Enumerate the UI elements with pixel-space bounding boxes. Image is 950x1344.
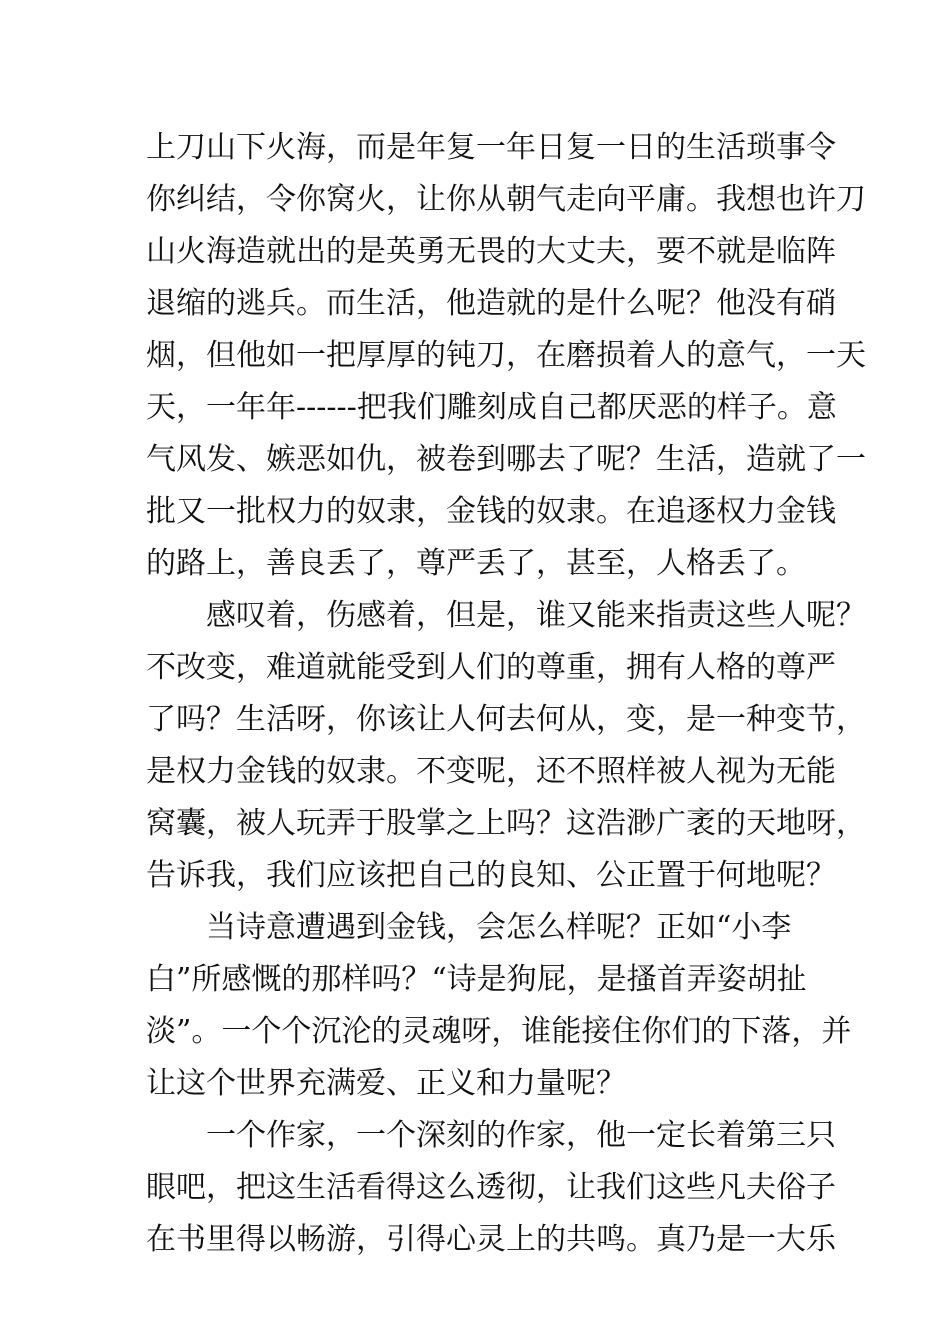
paragraph-start-line: 当诗意遭遇到金钱，会怎么样呢？正如“小李 [206,910,792,945]
text-line: 天，一年年------把我们雕刻成自己都厌恶的样子。意 [146,390,837,425]
text-line: 淡”。一个个沉沦的灵魂呀，谁能接住你们的下落，并 [146,1014,852,1049]
text-line: 告诉我，我们应该把自己的良知、公正置于何地呢？ [146,858,836,893]
text-line: 烟，但他如一把厚厚的钝刀，在磨损着人的意气，一天 [146,338,866,373]
text-line: 退缩的逃兵。而生活，他造就的是什么呢？他没有硝 [146,286,836,321]
text-line: 不改变，难道就能受到人们的尊重，拥有人格的尊严 [146,650,836,685]
text-line: 批又一批权力的奴隶，金钱的奴隶。在追逐权力金钱 [146,494,836,529]
text-line: 气风发、嫉恶如仇，被卷到哪去了呢？生活，造就了一 [146,442,866,477]
text-line: 让这个世界充满爱、正义和力量呢？ [146,1066,626,1101]
text-line: 眼吧，把这生活看得这么透彻，让我们这些凡夫俗子 [146,1170,836,1205]
paragraph-start-line: 一个作家，一个深刻的作家，他一定长着第三只 [206,1118,836,1153]
text-line: 你纠结，令你窝火，让你从朝气走向平庸。我想也许刀 [146,182,866,217]
text-line: 白”所感慨的那样吗？“诗是狗屁，是搔首弄姿胡扯 [146,962,807,997]
paragraph-start-line: 感叹着，伤感着，但是，谁又能来指责这些人呢？ [206,598,866,633]
body-text [146,122,866,1266]
text-line: 窝囊，被人玩弄于股掌之上吗？这浩渺广袤的天地呀， [146,806,866,841]
text-line: 是权力金钱的奴隶。不变呢，还不照样被人视为无能 [146,754,836,789]
text-line: 山火海造就出的是英勇无畏的大丈夫，要不就是临阵 [146,234,836,269]
text-line: 了吗？生活呀，你该让人何去何从，变，是一种变节， [146,702,866,737]
text-line: 上刀山下火海，而是年复一年日复一日的生活琐事令 [146,130,836,165]
text-line: 在书里得以畅游，引得心灵上的共鸣。真乃是一大乐 [146,1222,836,1257]
text-line: 的路上，善良丢了，尊严丢了，甚至，人格丢了。 [146,546,806,581]
